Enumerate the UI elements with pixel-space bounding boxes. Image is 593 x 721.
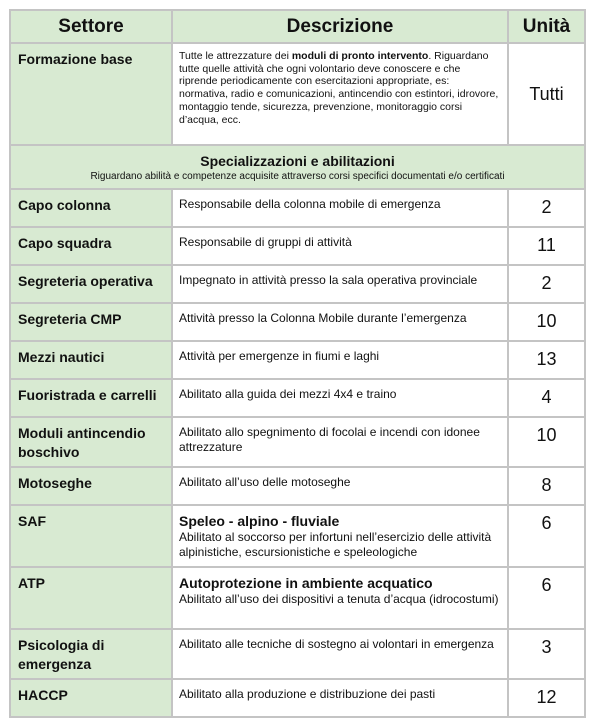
sector-cell: Mezzi nautici xyxy=(10,341,172,379)
description-cell: Attività presso la Colonna Mobile durante l’emergenza xyxy=(172,303,508,341)
description-bold: moduli di pronto intervento xyxy=(291,50,429,62)
description-title: Speleo - alpino - fluviale xyxy=(179,513,340,529)
sector-cell: Capo squadra xyxy=(10,227,172,265)
description-text: Abilitato al soccorso per infortuni nell’esercizio delle attività alpinistiche, escursionistiche e speleologiche xyxy=(179,530,492,559)
table-row xyxy=(10,567,585,629)
units-cell: 13 xyxy=(508,341,585,379)
units-cell: 10 xyxy=(508,417,585,467)
table-row xyxy=(10,679,585,717)
table-row xyxy=(10,417,585,467)
specializations-banner xyxy=(10,145,585,189)
sector-cell: Capo colonna xyxy=(10,189,172,227)
sector-cell: Psicologia di emergenza xyxy=(10,629,172,679)
banner-title: Specializzazioni e abilitazioni xyxy=(200,153,395,169)
table-row xyxy=(10,303,585,341)
units-cell: 10 xyxy=(508,303,585,341)
description-text: Abilitato all’uso dei dispositivi a tenuta d’acqua (idrocostumi) xyxy=(179,592,499,606)
units-cell: 6 xyxy=(508,567,585,629)
description-cell: Abilitato alla produzione e distribuzione dei pasti xyxy=(172,679,508,717)
units-cell: 11 xyxy=(508,227,585,265)
units-table xyxy=(9,9,586,718)
units-cell: 12 xyxy=(508,679,585,717)
description-text: Tutte le attrezzature dei xyxy=(179,50,292,62)
description-cell: Abilitato allo spegnimento di focolai e incendi con idonee attrezzature xyxy=(172,417,508,467)
description-cell: Responsabile della colonna mobile di emergenza xyxy=(172,189,508,227)
description-cell xyxy=(172,567,508,629)
description-cell: Attività per emergenze in fiumi e laghi xyxy=(172,341,508,379)
header-units: Unità xyxy=(508,10,585,43)
table-row xyxy=(10,379,585,417)
sector-cell: Moduli antincendio boschivo xyxy=(10,417,172,467)
units-cell: 3 xyxy=(508,629,585,679)
sector-cell: SAF xyxy=(10,505,172,567)
table-row xyxy=(10,227,585,265)
units-cell: 6 xyxy=(508,505,585,567)
table-row xyxy=(10,189,585,227)
table-row xyxy=(10,341,585,379)
description-cell: Abilitato all’uso delle motoseghe xyxy=(172,467,508,505)
sector-cell: Segreteria CMP xyxy=(10,303,172,341)
sector-cell: HACCP xyxy=(10,679,172,717)
description-cell xyxy=(172,43,508,145)
table-row xyxy=(10,467,585,505)
description-cell xyxy=(172,505,508,567)
sector-cell: Segreteria operativa xyxy=(10,265,172,303)
description-text: . Riguardano tutte quelle attività che ogni volontario deve conoscere e che riprende periodicamente con esercitazioni appropriate, es: normativa, radio e comunicazioni, antincendio con estintori, idrovore, montaggio tende, sicurezza, prevenzione, monitoraggio corsi d’acqua, ecc. xyxy=(179,50,499,126)
table-row xyxy=(10,265,585,303)
units-cell: Tutti xyxy=(508,43,585,145)
description-cell: Responsabile di gruppi di attività xyxy=(172,227,508,265)
units-cell: 2 xyxy=(508,189,585,227)
description-title: Autoprotezione in ambiente acquatico xyxy=(179,575,433,591)
specializations-banner-row xyxy=(10,145,585,189)
header-row xyxy=(10,10,585,43)
header-sector: Settore xyxy=(10,10,172,43)
table-row xyxy=(10,629,585,679)
sector-cell: ATP xyxy=(10,567,172,629)
sector-cell: Fuoristrada e carrelli xyxy=(10,379,172,417)
sector-cell: Motoseghe xyxy=(10,467,172,505)
banner-subtitle: Riguardano abilità e competenze acquisite attraverso corsi specifici documentati e/o certificati xyxy=(90,171,505,182)
units-cell: 2 xyxy=(508,265,585,303)
base-row xyxy=(10,43,585,145)
units-cell: 8 xyxy=(508,467,585,505)
description-cell: Abilitato alle tecniche di sostegno ai volontari in emergenza xyxy=(172,629,508,679)
description-cell: Impegnato in attività presso la sala operativa provinciale xyxy=(172,265,508,303)
units-cell: 4 xyxy=(508,379,585,417)
table-row xyxy=(10,505,585,567)
sector-cell: Formazione base xyxy=(10,43,172,145)
header-description: Descrizione xyxy=(172,10,508,43)
description-cell: Abilitato alla guida dei mezzi 4x4 e traino xyxy=(172,379,508,417)
